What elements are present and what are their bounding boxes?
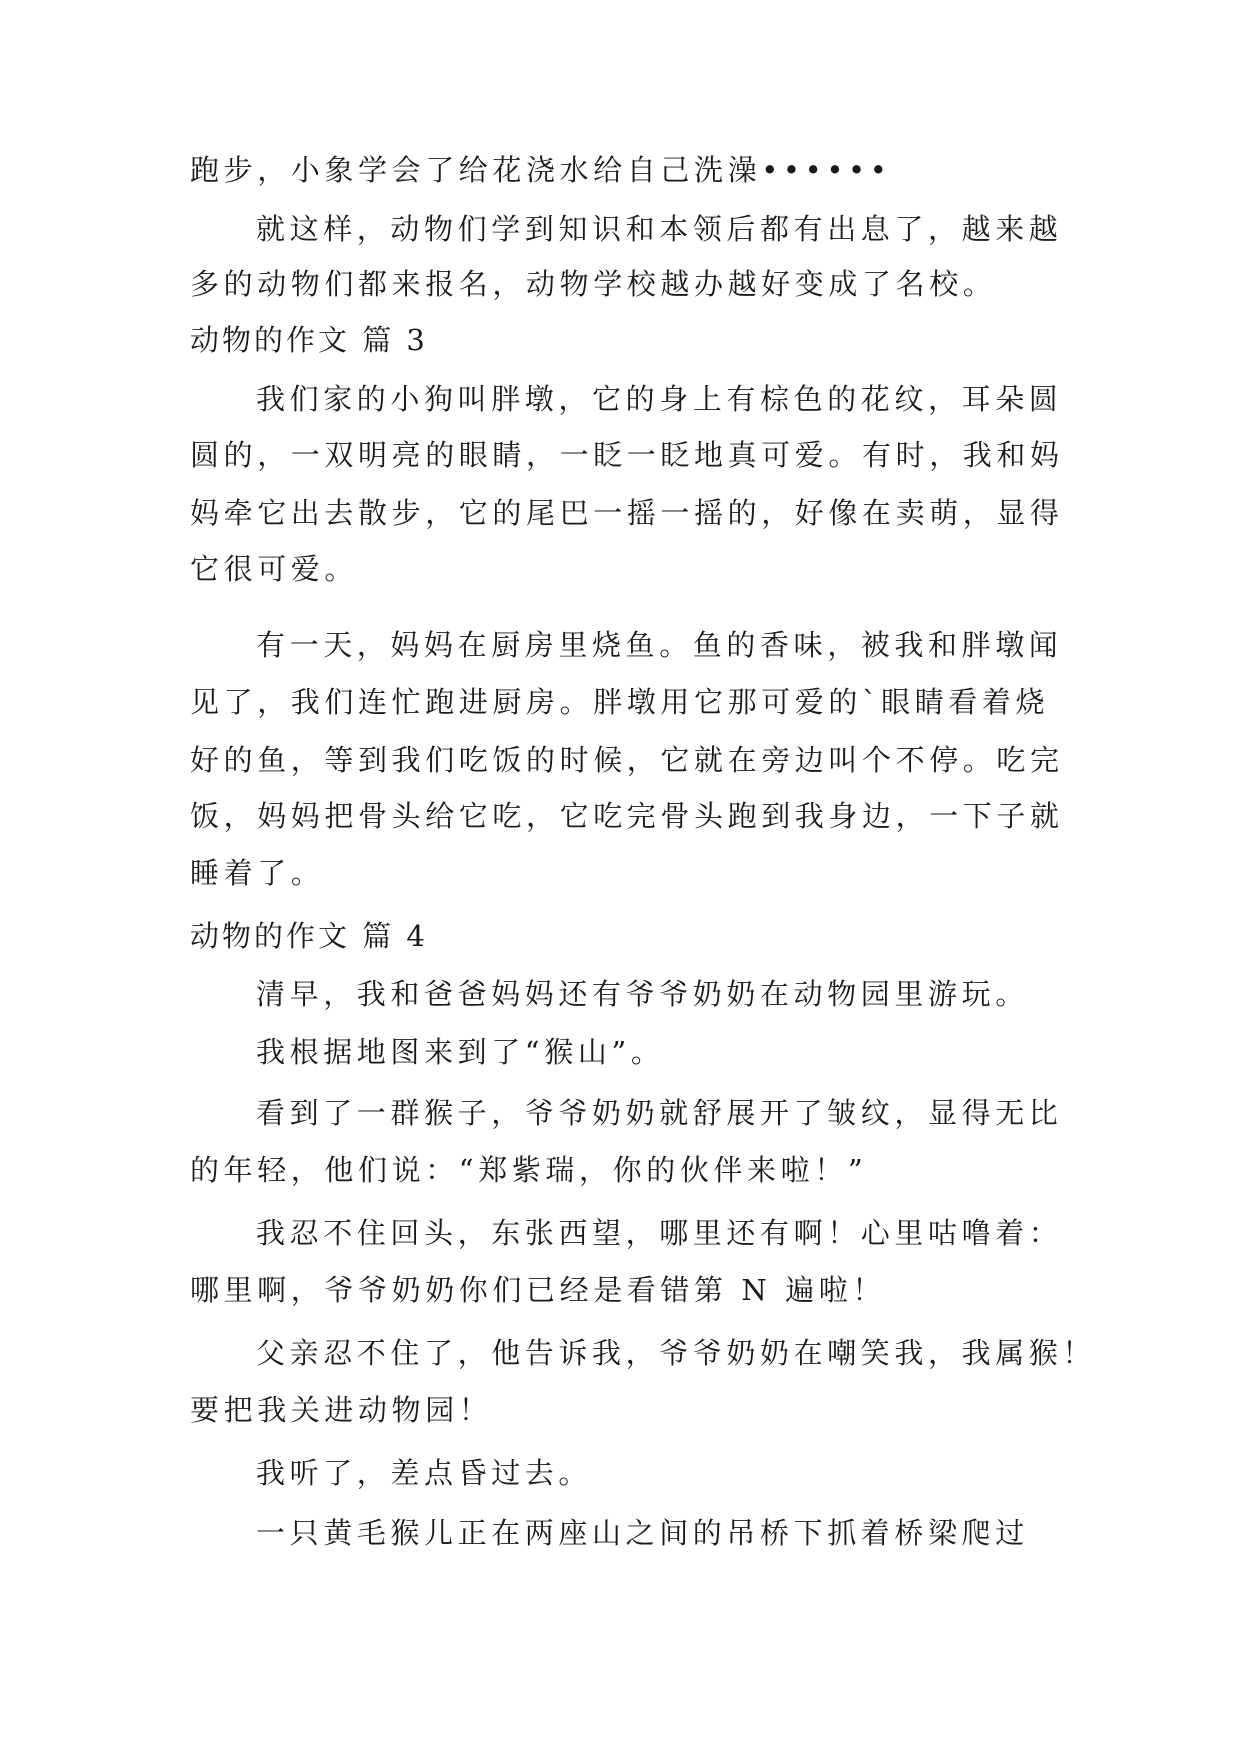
text-line: 多的动物们都来报名，动物学校越办越好变成了名校。	[190, 267, 997, 301]
paragraph-first-line: 我忍不住回头，东张西望，哪里还有啊！心里咕噜着：	[256, 1216, 1063, 1250]
text-line: 饭，妈妈把骨头给它吃，它吃完骨头跑到我身边，一下子就	[190, 799, 1064, 833]
paragraph-first-line: 一只黄毛猴儿正在两座山之间的吊桥下抓着桥梁爬过	[256, 1516, 1029, 1550]
paragraph-first-line: 父亲忍不住了，他告诉我，爷爷奶奶在嘲笑我，我属猴！	[256, 1336, 1097, 1370]
paragraph-first-line: 我根据地图来到了“猴山”。	[256, 1035, 665, 1069]
text-line: 的年轻，他们说：“郑紫瑞，你的伙伴来啦！”	[190, 1153, 868, 1187]
text-line: 好的鱼，等到我们吃饭的时候，它就在旁边叫个不停。吃完	[190, 743, 1064, 777]
text-line: 跑步，小象学会了给花浇水给自己洗澡••••••	[190, 153, 892, 187]
paragraph-first-line: 就这样，动物们学到知识和本领后都有出息了，越来越	[256, 212, 1063, 246]
paragraph-first-line: 我们家的小狗叫胖墩，它的身上有棕色的花纹，耳朵圆	[256, 382, 1063, 416]
section-heading: 动物的作文 篇 3	[190, 323, 428, 357]
text-line: 妈牵它出去散步，它的尾巴一摇一摇的，好像在卖萌，显得	[190, 496, 1064, 530]
text-line: 它很可爱。	[190, 552, 359, 586]
text-line: 见了，我们连忙跑进厨房。胖墩用它那可爱的`眼睛看着烧	[190, 685, 1050, 719]
section-heading: 动物的作文 篇 4	[190, 919, 428, 953]
paragraph-first-line: 我听了，差点昏过去。	[256, 1456, 593, 1490]
text-line: 哪里啊，爷爷奶奶你们已经是看错第 N 遍啦！	[190, 1273, 887, 1307]
text-line: 睡着了。	[190, 856, 325, 890]
paragraph-first-line: 清早，我和爸爸妈妈还有爷爷奶奶在动物园里游玩。	[256, 977, 1029, 1011]
paragraph-first-line: 看到了一群猴子，爷爷奶奶就舒展开了皱纹，显得无比	[256, 1096, 1063, 1130]
text-line: 圆的，一双明亮的眼睛，一眨一眨地真可爱。有时，我和妈	[190, 438, 1064, 472]
text-line: 要把我关进动物园！	[190, 1393, 493, 1427]
paragraph-first-line: 有一天，妈妈在厨房里烧鱼。鱼的香味，被我和胖墩闻	[256, 628, 1063, 662]
